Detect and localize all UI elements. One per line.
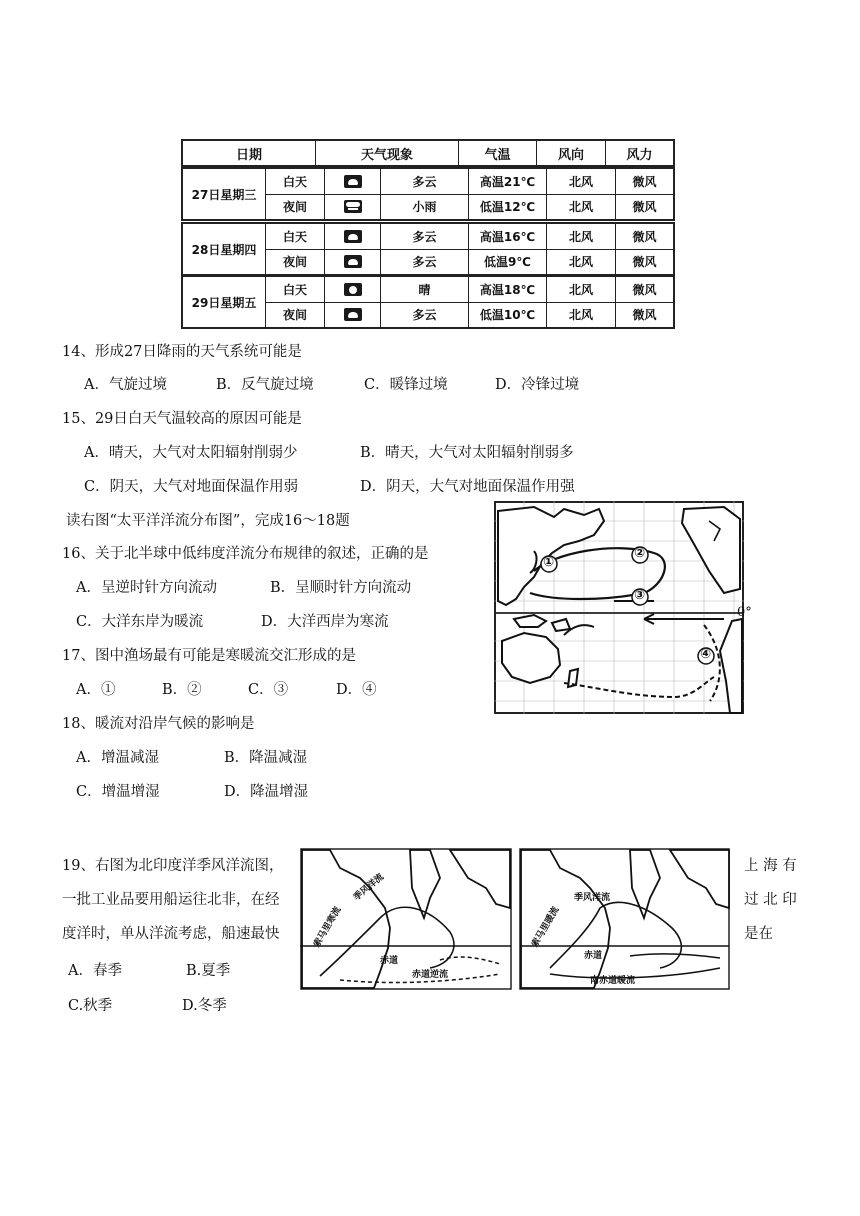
- q14-option-a: A．气旋过境: [84, 377, 167, 393]
- q14-option-c: C．暖锋过境: [364, 377, 448, 393]
- q14-option-d: D．冷锋过境: [495, 377, 580, 393]
- day-label: 27日星期三: [183, 169, 266, 219]
- right-south-equatorial-current-label: 南赤道暖流: [590, 976, 636, 986]
- wind-direction: 北风: [547, 224, 616, 249]
- q17-option-b: B．②: [162, 682, 202, 698]
- left-somali-current-label: 索马里寒流: [312, 905, 344, 950]
- period: 夜间: [266, 250, 325, 275]
- q16-option-a: A．呈逆时针方向流动: [76, 580, 217, 596]
- q17-option-d: D．④: [336, 682, 377, 698]
- temperature: 高温16℃: [469, 224, 547, 249]
- weather-desc: 多云: [381, 250, 469, 275]
- header-weather: 天气现象: [316, 141, 459, 165]
- sun-icon: [344, 283, 362, 296]
- q15-option-b: B．晴天，大气对太阳辐射削弱多: [360, 445, 574, 461]
- cloud-moon-icon: [344, 308, 362, 321]
- q15-option-d: D．阴天，大气对地面保温作用强: [360, 479, 575, 495]
- table-row: [266, 302, 673, 328]
- question-16-stem: 16、关于北半球中低纬度洋流分布规律的叙述，正确的是: [62, 546, 429, 562]
- period: 白天: [266, 224, 325, 249]
- question-14-stem: 14、形成27日降雨的天气系统可能是: [62, 344, 302, 360]
- temperature: 低温10℃: [469, 303, 547, 328]
- wind-direction: 北风: [547, 303, 616, 328]
- left-equatorial-counter-current-label: 赤道逆流: [412, 970, 449, 980]
- day-label: 29日星期五: [183, 277, 266, 327]
- q16-option-c: C．大洋东岸为暖流: [76, 614, 204, 630]
- q18-option-a: A．增温减湿: [76, 750, 159, 766]
- wind-direction: 北风: [547, 277, 616, 302]
- q19-option-a: A．春季: [68, 963, 122, 979]
- question-19-line3: 度洋时，单从洋流考虑，船速最快: [62, 926, 280, 942]
- header-wind-direction: 风向: [537, 141, 606, 165]
- marker-1: ①: [543, 555, 555, 570]
- cloud-sun-icon: [344, 230, 362, 243]
- q18-option-b: B．降温减湿: [224, 750, 308, 766]
- weather-block-day1: [181, 167, 675, 221]
- table-row: [266, 277, 673, 302]
- temperature: 高温21℃: [469, 169, 547, 194]
- marker-4: ④: [700, 647, 712, 662]
- q18-option-c: C．增温增湿: [76, 784, 160, 800]
- question-18-stem: 18、暖流对沿岸气候的影响是: [62, 716, 255, 732]
- period: 夜间: [266, 303, 325, 328]
- right-somali-current-label: 索马里暖流: [530, 905, 562, 950]
- wind-power: 微风: [632, 282, 657, 297]
- question-19-line1-right: 上 海 有: [744, 858, 797, 874]
- question-19-line3-right: 是在: [744, 926, 773, 942]
- period: 白天: [266, 169, 325, 194]
- q19-option-b: B.夏季: [186, 963, 231, 979]
- indian-ocean-monsoon-maps: [300, 848, 730, 990]
- left-equator-label: 赤道: [380, 956, 399, 966]
- left-monsoon-current-label: 季风洋流: [351, 872, 386, 904]
- temperature: 低温9℃: [469, 250, 547, 275]
- wind-direction: 北风: [547, 250, 616, 275]
- equator-label: 0°: [737, 605, 752, 620]
- period: 白天: [266, 277, 325, 302]
- q18-option-d: D．降温增湿: [224, 784, 309, 800]
- question-19-line2-right: 过 北 印: [744, 892, 797, 908]
- table-row: [266, 224, 673, 249]
- table-row: [266, 169, 673, 194]
- right-monsoon-current-label: 季风洋流: [574, 893, 611, 903]
- weather-block-day3: [181, 275, 675, 329]
- wind-power: 微风: [632, 200, 657, 215]
- q15-option-c: C．阴天，大气对地面保温作用弱: [84, 479, 299, 495]
- cloud-sun-icon: [344, 175, 362, 188]
- pacific-current-map: [494, 501, 744, 714]
- question-17-stem: 17、图中渔场最有可能是寒暖流交汇形成的是: [62, 648, 356, 664]
- marker-3: ③: [634, 588, 646, 603]
- q15-option-a: A．晴天，大气对太阳辐射削弱少: [84, 445, 298, 461]
- q19-option-d: D.冬季: [182, 998, 227, 1014]
- header-temperature: 气温: [459, 141, 537, 165]
- weather-block-day2: [181, 222, 675, 276]
- reading-instruction: 读右图“太平洋洋流分布图”，完成16～18题: [66, 513, 350, 529]
- day-label: 28日星期四: [183, 224, 266, 274]
- wind-power: 微风: [632, 229, 657, 244]
- wind-direction: 北风: [547, 195, 616, 220]
- q19-option-c: C.秋季: [68, 998, 113, 1014]
- question-15-stem: 15、29日白天气温较高的原因可能是: [62, 411, 302, 427]
- temperature: 高温18℃: [469, 277, 547, 302]
- weather-desc: 多云: [381, 169, 469, 194]
- header-wind-power: 风力: [626, 147, 653, 163]
- header-date: 日期: [183, 141, 316, 165]
- weather-desc: 晴: [381, 277, 469, 302]
- wind-power: 微风: [632, 174, 657, 189]
- question-19-line2: 一批工业品要用船运往北非，在经: [62, 892, 280, 908]
- q14-option-b: B．反气旋过境: [216, 377, 314, 393]
- wind-direction: 北风: [547, 169, 616, 194]
- question-19-line1: 19、右图为北印度洋季风洋流图，: [62, 858, 284, 874]
- weather-desc: 小雨: [381, 195, 469, 220]
- marker-2: ②: [634, 546, 646, 561]
- cloud-moon-icon: [344, 255, 362, 268]
- wind-power: 微风: [632, 255, 657, 270]
- weather-desc: 多云: [381, 303, 469, 328]
- weather-desc: 多云: [381, 224, 469, 249]
- rain-icon: [344, 200, 362, 213]
- period: 夜间: [266, 195, 325, 220]
- temperature: 低温12℃: [469, 195, 547, 220]
- q17-option-a: A．①: [76, 682, 116, 698]
- table-row: [266, 194, 673, 220]
- table-row: [266, 249, 673, 275]
- wind-power: 微风: [632, 308, 657, 323]
- weather-table-header: [181, 139, 675, 167]
- q16-option-d: D．大洋西岸为寒流: [261, 614, 389, 630]
- right-equator-label: 赤道: [584, 951, 603, 961]
- q17-option-c: C．③: [248, 682, 289, 698]
- q16-option-b: B．呈顺时针方向流动: [270, 580, 412, 596]
